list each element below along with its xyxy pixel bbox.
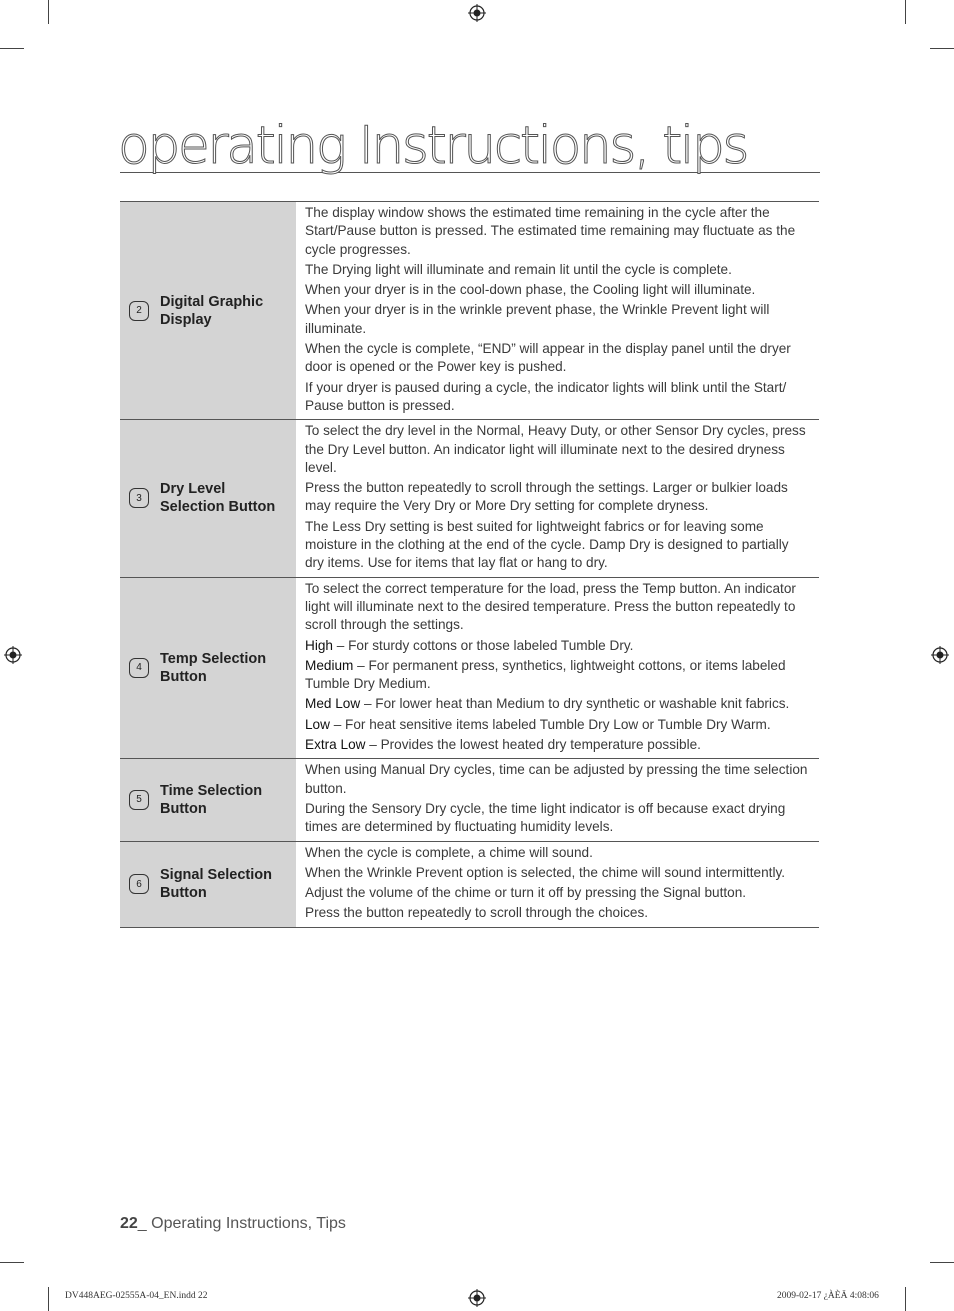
description-paragraph bbox=[305, 204, 811, 259]
paragraph-text: If your dryer is paused during a cycle, the indicator lights will blink until the Start/ Pause button is pressed. bbox=[305, 379, 787, 413]
crop-mark bbox=[48, 1287, 49, 1311]
callout-number-badge: 3 bbox=[129, 488, 149, 508]
table-row bbox=[120, 201, 819, 419]
row-label-cell bbox=[120, 842, 296, 927]
paragraph-text: Adjust the volume of the chime or turn it off by pressing the Signal button. bbox=[305, 885, 747, 901]
row-description-cell bbox=[296, 420, 819, 576]
slug-date: 2009-02-17 ¿ÀÈÄ 4:08:06 bbox=[777, 1291, 879, 1301]
description-paragraph bbox=[305, 844, 811, 862]
row-description-cell bbox=[296, 759, 819, 840]
row-label bbox=[160, 866, 272, 902]
row-label-line: Signal Selection bbox=[160, 867, 272, 884]
paragraph-text: The Drying light will illuminate and remain lit until the cycle is complete. bbox=[305, 261, 732, 277]
description-paragraph bbox=[305, 884, 811, 902]
description-paragraph bbox=[305, 340, 811, 377]
footer-title: _ Operating Instructions, Tips bbox=[137, 1215, 346, 1232]
row-label-line: Button bbox=[160, 885, 207, 902]
crop-mark bbox=[905, 1287, 906, 1311]
paragraph-text: When your dryer is in the wrinkle prevent phase, the Wrinkle Prevent light will illuminate. bbox=[305, 302, 770, 336]
table-row bbox=[120, 419, 819, 576]
description-paragraph bbox=[305, 379, 811, 416]
crop-mark bbox=[0, 48, 24, 49]
table-row bbox=[120, 841, 819, 928]
crop-mark bbox=[48, 0, 49, 24]
description-paragraph bbox=[305, 716, 811, 734]
table-row bbox=[120, 577, 819, 759]
page-footer bbox=[120, 1215, 346, 1233]
row-label bbox=[160, 293, 263, 329]
paragraph-text: When the Wrinkle Prevent option is selected, the chime will sound intermittently. bbox=[305, 864, 786, 880]
description-paragraph bbox=[305, 422, 811, 477]
row-label-line: Dry Level bbox=[160, 481, 226, 498]
crop-mark bbox=[930, 1262, 954, 1263]
setting-term: High bbox=[305, 637, 333, 653]
page-title bbox=[118, 112, 820, 176]
description-paragraph bbox=[305, 864, 811, 882]
callout-number-badge: 5 bbox=[129, 790, 149, 810]
row-label-cell bbox=[120, 759, 296, 840]
row-label-line: Button bbox=[160, 668, 207, 685]
description-paragraph bbox=[305, 695, 811, 713]
paragraph-text: – Provides the lowest heated dry temperature possible. bbox=[365, 737, 701, 753]
row-label-cell bbox=[120, 578, 296, 759]
description-paragraph bbox=[305, 637, 811, 655]
row-description-cell bbox=[296, 578, 819, 759]
callout-number-badge: 6 bbox=[129, 874, 149, 894]
paragraph-text: – For permanent press, synthetics, lightweight cottons, or items labeled Tumble Dry Medium. bbox=[305, 657, 786, 692]
row-label-line: Selection Button bbox=[160, 499, 276, 516]
row-label bbox=[160, 650, 266, 686]
row-label-line: Temp Selection bbox=[160, 650, 267, 667]
setting-term: Medium bbox=[305, 657, 354, 673]
callout-number-badge: 4 bbox=[129, 658, 149, 678]
callout-number-badge: 2 bbox=[129, 301, 149, 321]
page-number: 22 bbox=[120, 1215, 138, 1232]
row-label-cell bbox=[120, 420, 296, 576]
setting-term: Low bbox=[305, 716, 330, 732]
row-label bbox=[160, 782, 262, 818]
crop-mark bbox=[905, 0, 906, 24]
setting-term: Med Low bbox=[305, 696, 361, 712]
paragraph-text: The Less Dry setting is best suited for lightweight fabrics or for leaving some moisture in the clothing at the end of the cycle. Damp Dry is designed to partially dry items. Use for items that lay flat or hang to dry. bbox=[305, 518, 789, 571]
paragraph-text: – For sturdy cottons or those labeled Tumble Dry. bbox=[332, 637, 634, 653]
description-paragraph bbox=[305, 301, 811, 338]
row-label-line: Button bbox=[160, 800, 207, 817]
description-paragraph bbox=[305, 904, 811, 922]
description-paragraph bbox=[305, 281, 811, 299]
paragraph-text: When the cycle is complete, “END” will appear in the display panel until the dryer door is opened or the Power key is pushed. bbox=[305, 341, 791, 375]
paragraph-text: The display window shows the estimated time remaining in the cycle after the Start/Pause button is pressed. The estimated time remaining may fluctuate as the cycle progresses. bbox=[305, 205, 796, 257]
paragraph-text: To select the correct temperature for the load, press the Temp button. An indicator light will illuminate next to the desired temperature. Press the button repeatedly to scroll through the settings. bbox=[305, 580, 796, 633]
registration-mark-icon bbox=[468, 4, 486, 22]
table-row bbox=[120, 758, 819, 840]
paragraph-text: – For heat sensitive items labeled Tumble Dry Low or Tumble Dry Warm. bbox=[329, 716, 771, 732]
paragraph-text: To select the dry level in the Normal, Heavy Duty, or other Sensor Dry cycles, press the Dry Level button. An indicator light will illuminate next to the desired dryness level. bbox=[305, 423, 806, 475]
description-paragraph bbox=[305, 800, 811, 837]
description-paragraph bbox=[305, 761, 811, 798]
row-label-line: Display bbox=[160, 311, 212, 328]
registration-mark-icon bbox=[468, 1289, 486, 1307]
crop-mark bbox=[0, 1262, 24, 1263]
paragraph-text: When your dryer is in the cool-down phase, the Cooling light will illuminate. bbox=[305, 282, 756, 298]
instructions-table bbox=[120, 201, 819, 928]
paragraph-text: When using Manual Dry cycles, time can be adjusted by pressing the time selection button. bbox=[305, 762, 808, 796]
slug-file: DV448AEG-02555A-04_EN.indd 22 bbox=[65, 1291, 208, 1301]
description-paragraph bbox=[305, 580, 811, 635]
description-paragraph bbox=[305, 479, 811, 516]
paragraph-text: Press the button repeatedly to scroll through the settings. Larger or bulkier loads may require the Very Dry or More Dry setting for complete dryness. bbox=[305, 480, 788, 514]
paragraph-text: Press the button repeatedly to scroll through the choices. bbox=[305, 905, 649, 921]
description-paragraph bbox=[305, 518, 811, 573]
page-title-text: operating Instructions, tips bbox=[118, 116, 747, 176]
registration-mark-icon bbox=[931, 646, 949, 664]
crop-mark bbox=[930, 48, 954, 49]
description-paragraph bbox=[305, 261, 811, 279]
row-label bbox=[160, 480, 275, 516]
description-paragraph bbox=[305, 657, 811, 694]
description-paragraph bbox=[305, 736, 811, 754]
row-description-cell bbox=[296, 202, 819, 419]
paragraph-text: – For lower heat than Medium to dry synthetic or washable knit fabrics. bbox=[360, 696, 790, 712]
row-label-cell bbox=[120, 202, 296, 419]
row-description-cell bbox=[296, 842, 819, 927]
row-label-line: Time Selection bbox=[160, 782, 263, 799]
paragraph-text: During the Sensory Dry cycle, the time light indicator is off because exact drying times are determined by fluctuating humidity levels. bbox=[305, 800, 786, 835]
row-label-line: Digital Graphic bbox=[160, 293, 264, 310]
registration-mark-icon bbox=[4, 646, 22, 664]
paragraph-text: When the cycle is complete, a chime will sound. bbox=[305, 844, 593, 860]
setting-term: Extra Low bbox=[305, 737, 366, 753]
